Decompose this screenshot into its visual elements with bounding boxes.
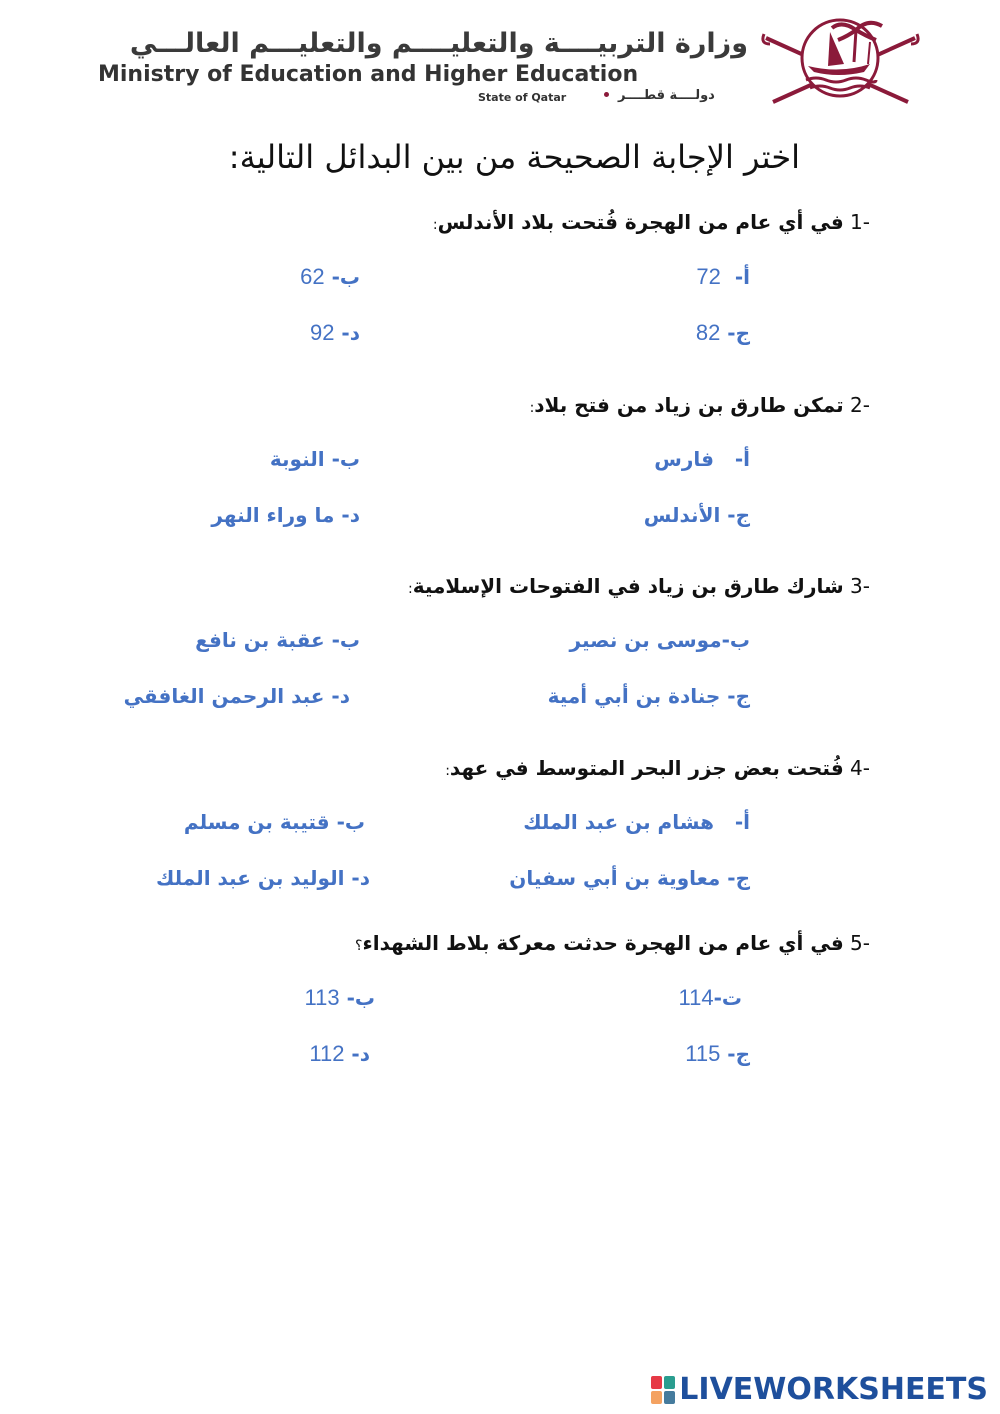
option-letter: ج- xyxy=(727,503,750,527)
option-letter: ب- xyxy=(336,810,365,834)
option-text: 113 xyxy=(304,985,340,1010)
option-text: عقبة بن نافع xyxy=(195,628,325,652)
option-c[interactable] xyxy=(685,1041,750,1067)
liveworksheets-logo-icon xyxy=(651,1376,675,1404)
option-d[interactable] xyxy=(124,684,350,708)
option-text: هشام بن عبد الملك xyxy=(523,810,714,834)
option-text: ما وراء النهر xyxy=(211,503,335,527)
option-text: 62 xyxy=(300,264,325,289)
option-text: فارس xyxy=(654,447,714,471)
option-letter: ب- xyxy=(346,986,375,1010)
option-d[interactable] xyxy=(156,866,370,890)
option-letter: د- xyxy=(341,503,360,527)
option-b[interactable] xyxy=(195,628,360,652)
question-text: في أي عام من الهجرة حدثت معركة بلاط الشهداء xyxy=(362,931,844,955)
option-letter: أ- xyxy=(734,810,750,834)
liveworksheets-brand-text: LIVEWORKSHEETS xyxy=(679,1372,988,1407)
option-letter: ب- xyxy=(331,265,360,289)
option-letter: أ- xyxy=(734,447,750,471)
option-text: الأندلس xyxy=(643,503,721,527)
option-b[interactable] xyxy=(270,447,360,471)
question-number: -1 xyxy=(850,210,870,234)
ministry-arabic-title: وزارة التربيــــة والتعليــــم والتعليـــم العالـــي xyxy=(129,28,748,59)
question-end-mark: : xyxy=(445,763,450,779)
option-c[interactable] xyxy=(644,503,750,527)
option-letter: ب- xyxy=(331,628,360,652)
option-b[interactable] xyxy=(305,985,375,1011)
qatar-emblem-logo xyxy=(758,10,923,114)
question-number: -3 xyxy=(850,574,870,598)
question-text: في أي عام من الهجرة فُتحت بلاد الأندلس xyxy=(437,210,844,234)
option-letter: د- xyxy=(351,1042,370,1066)
option-text: 92 xyxy=(309,320,335,345)
option-b[interactable] xyxy=(184,810,365,834)
option-text: عبد الرحمن الغافقي xyxy=(123,684,325,708)
question-number: -2 xyxy=(850,393,870,417)
option-a[interactable] xyxy=(654,447,750,471)
option-d[interactable] xyxy=(310,320,360,346)
option-letter: ج- xyxy=(727,1042,750,1066)
option-text: 115 xyxy=(685,1041,721,1066)
option-letter: د- xyxy=(341,321,360,345)
option-text: النوبة xyxy=(269,447,325,471)
option-c[interactable] xyxy=(548,684,750,708)
liveworksheets-brand[interactable] xyxy=(651,1372,988,1407)
option-text: 82 xyxy=(695,320,721,345)
question-2 xyxy=(530,393,870,417)
question-number: -5 xyxy=(850,931,870,955)
question-text: فُتحت بعض جزر البحر المتوسط في عهد xyxy=(449,756,844,780)
question-end-mark: : xyxy=(529,400,535,416)
state-arabic-label: دولــــة قطــــر xyxy=(618,88,715,103)
question-end-mark: : xyxy=(432,217,438,233)
instruction-title: اختر الإجابة الصحيحة من بين البدائل التالية: xyxy=(228,138,800,176)
option-letter: ب- xyxy=(721,628,750,652)
separator-dot xyxy=(604,92,609,97)
option-letter: ت- xyxy=(713,986,742,1010)
option-text: معاوية بن أبي سفيان xyxy=(509,866,721,890)
question-3 xyxy=(408,574,870,598)
option-text: 112 xyxy=(309,1041,345,1066)
option-b[interactable] xyxy=(300,264,360,290)
option-text: موسى بن نصير xyxy=(569,628,722,652)
option-text: الوليد بن عبد الملك xyxy=(155,866,345,890)
option-text: 114 xyxy=(678,985,714,1010)
option-text: قتيبة بن مسلم xyxy=(183,810,330,834)
option-text: 72 xyxy=(696,264,721,289)
question-end-mark: ؟ xyxy=(355,938,363,954)
option-letter: ج- xyxy=(727,684,750,708)
question-text: تمكن طارق بن زياد من فتح بلاد xyxy=(534,393,844,417)
question-1 xyxy=(433,210,870,234)
option-a[interactable] xyxy=(570,628,751,652)
option-a[interactable] xyxy=(523,810,750,834)
option-letter: ج- xyxy=(727,321,750,345)
option-a[interactable] xyxy=(679,985,742,1011)
question-end-mark: : xyxy=(408,581,413,597)
question-5 xyxy=(355,931,870,955)
option-a[interactable] xyxy=(696,264,750,290)
option-letter: ج- xyxy=(727,866,750,890)
ministry-english-title: Ministry of Education and Higher Education xyxy=(98,62,639,87)
state-english-label: State of Qatar xyxy=(478,91,567,104)
option-text: جنادة بن أبي أمية xyxy=(547,684,721,708)
option-letter: د- xyxy=(351,866,370,890)
option-letter: ب- xyxy=(331,447,360,471)
option-letter: د- xyxy=(331,684,350,708)
question-number: -4 xyxy=(850,756,870,780)
option-letter: أ- xyxy=(734,265,750,289)
question-text: شارك طارق بن زياد في الفتوحات الإسلامية xyxy=(412,574,844,598)
option-c[interactable] xyxy=(696,320,750,346)
option-d[interactable] xyxy=(309,1041,370,1067)
option-c[interactable] xyxy=(509,866,750,890)
option-d[interactable] xyxy=(211,503,360,527)
question-4 xyxy=(445,756,870,780)
